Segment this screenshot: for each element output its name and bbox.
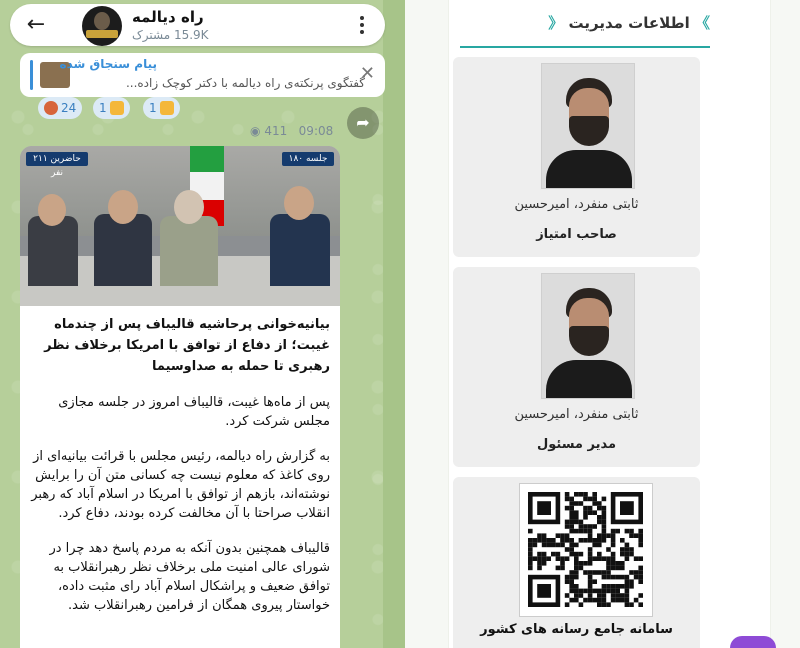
manager-card (453, 267, 700, 467)
site-panel (405, 0, 800, 648)
back-arrow-icon[interactable]: ← (26, 12, 46, 37)
message-time: 09:08 (298, 124, 334, 138)
section-title-text: اطلاعات مدیریت (568, 14, 690, 32)
qr-label[interactable]: سامانه جامع رسانه های کشور (480, 622, 673, 637)
reaction-thumbs-up[interactable] (93, 97, 130, 119)
thumbs-down-icon (160, 101, 174, 115)
post-paragraph: قالیباف همچنین بدون آنکه به مردم پاسخ دهد چرا در شورای عالی امنیت ملی برخلاف نظر رهبرانقلاب به توافق ضعیف و پراشکال اسلام آباد رای مثبت داده، خواستار پیروی همگان از فرامین رهبرانقلاب شد. (49, 541, 330, 613)
reaction-face[interactable] (38, 97, 82, 119)
page-margin (770, 0, 800, 648)
qr-card (453, 477, 700, 648)
channel-name[interactable]: راه دیالمه (132, 8, 204, 26)
reaction-count: 1 (149, 101, 157, 115)
attendees-badge: حاضرین ۲۱۱ نفر (26, 152, 88, 166)
person-name: ثابتی منفرد، امیرحسین (514, 407, 639, 422)
chat-widget-button[interactable] (730, 636, 776, 648)
qr-code[interactable] (519, 483, 653, 617)
person-role: صاحب امتیاز (536, 227, 617, 242)
share-icon[interactable]: ➦ (347, 107, 379, 139)
page-margin (405, 0, 449, 648)
pinned-title: پیام سنجاق شده (59, 57, 157, 71)
post-headline: بیانیه‌خوانی پرحاشیه قالیباف پس از چندماه غیبت؛ از دفاع از توافق با امریکا برخلاف نظر رهبری تا حمله به صداوسیما (44, 317, 330, 374)
manager-card (453, 57, 700, 257)
person-role: مدیر مسئول (536, 437, 617, 452)
section-title (548, 12, 710, 33)
reaction-count: 24 (61, 101, 77, 115)
post-bubble (20, 146, 340, 648)
person-photo (541, 273, 635, 399)
face-emoji-icon (44, 101, 58, 115)
thumbs-up-icon (110, 101, 124, 115)
pinned-preview-text: گفتگوی پرنکته‌ی راه دیالمه با دکتر کوچک زاده... (125, 76, 365, 90)
pinned-message-bar[interactable] (20, 53, 385, 97)
channel-avatar[interactable] (82, 6, 122, 46)
chat-edge (383, 0, 405, 648)
reaction-thumbs-down[interactable] (143, 97, 180, 119)
qr-code-graphic (520, 484, 652, 616)
message-meta (250, 124, 333, 138)
subscriber-count: 15.9K مشترک (132, 28, 209, 42)
bracket-close: 》 (694, 14, 710, 32)
eye-icon: ◉ (250, 124, 261, 138)
section-header (460, 0, 710, 48)
post-body (20, 306, 340, 615)
pinned-accent-bar (30, 60, 33, 90)
view-count: 411 (264, 124, 288, 138)
post-paragraph: پس از ماه‌ها غیبت، قالیباف امروز در جلسه مجازی مجلس شرکت کرد. (58, 395, 330, 429)
chat-header (10, 4, 385, 46)
post-paragraph: به گزارش راه دیالمه، رئیس مجلس با قرائت بیانیه‌ای از روی کاغذ که معلوم نیست چه کسانی متن آن را برایش نوشته‌اند، بازهم از توافق با امریکا در اسلام آباد که رهبر انقلاب صراحتا با آن مخالفت کرده بودند، دفاع کرد. (31, 449, 330, 521)
post-photo[interactable] (20, 146, 340, 306)
close-icon[interactable]: ✕ (359, 63, 375, 84)
person-name: ثابتی منفرد، امیرحسین (514, 197, 639, 212)
bracket-open: 《 (548, 14, 564, 32)
session-badge: جلسه ۱۸۰ (282, 152, 334, 166)
more-vertical-icon[interactable] (351, 14, 373, 36)
person-photo (541, 63, 635, 189)
reaction-count: 1 (99, 101, 107, 115)
